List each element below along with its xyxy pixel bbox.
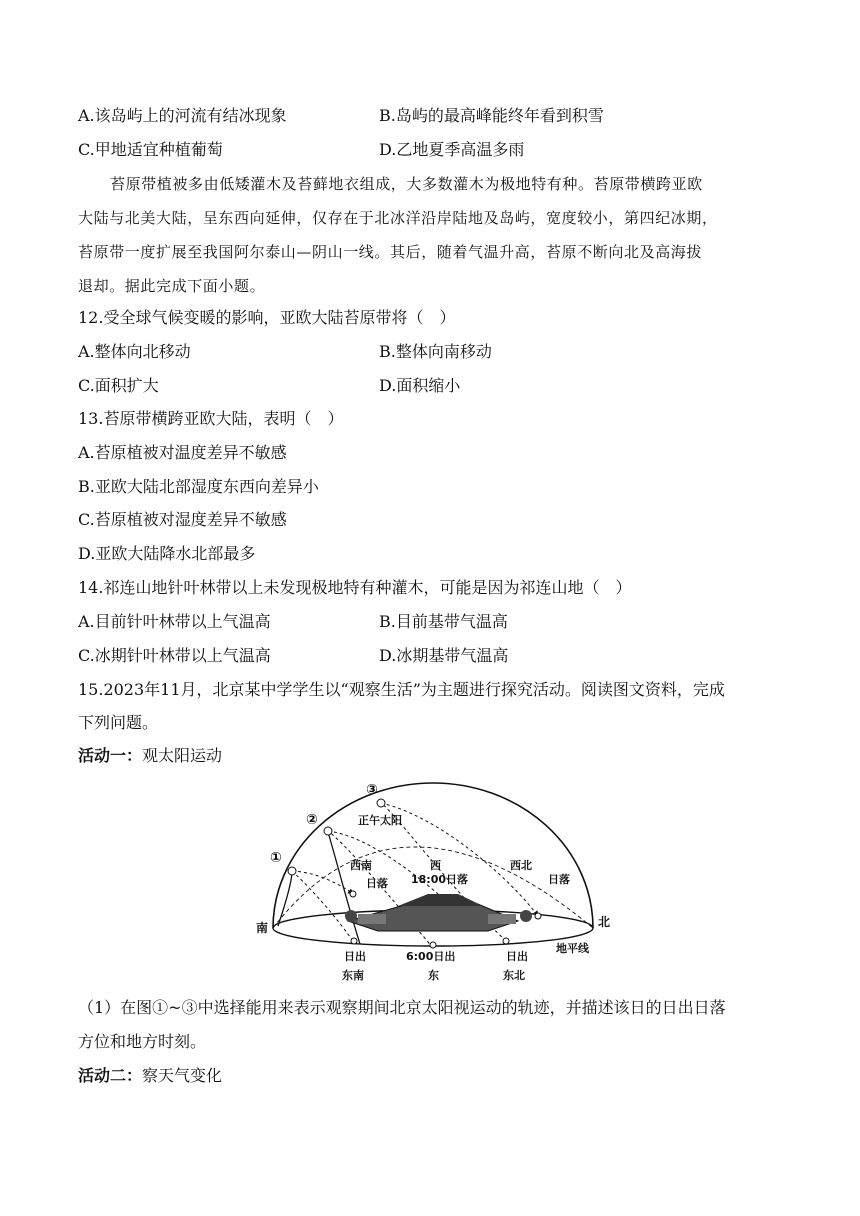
q12-stem: 12.受全球气候变暖的影响，亚欧大陆苔原带将（ ） bbox=[78, 308, 456, 327]
passage-line-1: 苔原带植被多由低矮灌木及苔藓地衣组成，大多数灌木为极地特有种。苔原带横跨亚欧 bbox=[110, 175, 703, 193]
q15-sub1-line-1: （1）在图①~③中选择能用来表示观察期间北京太阳视运动的轨迹，并描述该日的日出日落 bbox=[78, 998, 726, 1017]
horizon-label: 地平线 bbox=[556, 942, 589, 955]
east-label: 东 bbox=[428, 969, 439, 982]
sun-path-diagram bbox=[248, 776, 618, 988]
sun-path-1 bbox=[292, 871, 353, 941]
path-2-label: ② bbox=[306, 812, 318, 828]
q11-option-c: C.甲地适宜种植葡萄 bbox=[78, 140, 223, 159]
q14-option-d: D.冰期基带气温高 bbox=[379, 646, 509, 665]
east-sunrise-label: 6:00日出 bbox=[406, 950, 456, 963]
passage-line-2: 大陆与北美大陆，呈东西向延伸，仅存在于北冰洋沿岸陆地及岛屿，宽度较小，第四纪冰期， bbox=[78, 209, 718, 227]
activity-2-heading bbox=[78, 1066, 222, 1086]
q12-option-a: A.整体向北移动 bbox=[78, 342, 191, 361]
activity-1-heading bbox=[78, 746, 222, 766]
northeast-sunrise-label: 日出 bbox=[506, 950, 528, 963]
activity-2-title: 察天气变化 bbox=[142, 1066, 223, 1085]
north-label: 北 bbox=[598, 915, 611, 929]
q14-option-b: B.目前基带气温高 bbox=[379, 612, 508, 631]
northwest-sunset-label: 日落 bbox=[548, 873, 570, 886]
q14-option-c: C.冰期针叶林带以上气温高 bbox=[78, 646, 271, 665]
activity-1-label: 活动一： bbox=[78, 746, 143, 765]
q14-stem: 14.祁连山地针叶林带以上未发现极地特有种灌木，可能是因为祁连山地（ ） bbox=[78, 578, 632, 597]
southwest-sunset-label: 日落 bbox=[366, 877, 388, 890]
path-1-label: ① bbox=[270, 850, 282, 866]
q13-option-a: A.苔原植被对温度差异不敏感 bbox=[78, 443, 287, 462]
q11-option-d: D.乙地夏季高温多雨 bbox=[379, 140, 525, 159]
q13-stem: 13.苔原带横跨亚欧大陆，表明（ ） bbox=[78, 409, 344, 428]
northwest-label: 西北 bbox=[510, 859, 532, 872]
q15-stem-line-2: 下列问题。 bbox=[78, 713, 159, 732]
path-3-label: ③ bbox=[366, 782, 378, 798]
q14-option-a: A.目前针叶林带以上气温高 bbox=[78, 612, 271, 631]
q12-option-d: D.面积缩小 bbox=[379, 376, 461, 395]
q11-option-b: B.岛屿的最高峰能终年看到积雪 bbox=[379, 106, 604, 125]
rise-arc-2 bbox=[328, 832, 360, 944]
q15-stem-line-1: 15.2023年11月，北京某中学学生以“观察生活”为主题进行探究活动。阅读图文资料，完成 bbox=[78, 680, 725, 699]
q13-option-d: D.亚欧大陆降水北部最多 bbox=[78, 544, 256, 563]
southeast-label: 东南 bbox=[342, 969, 364, 982]
activity-2-label: 活动二： bbox=[78, 1066, 143, 1085]
activity-1-title: 观太阳运动 bbox=[142, 746, 223, 765]
q11-option-a: A.该岛屿上的河流有结冰现象 bbox=[78, 106, 287, 125]
q15-sub1-line-2: 方位和地方时刻。 bbox=[78, 1032, 207, 1051]
q13-option-c: C.苔原植被对湿度差异不敏感 bbox=[78, 510, 287, 529]
south-label: 南 bbox=[256, 921, 269, 935]
west-sunset-label: 18:00日落 bbox=[411, 873, 469, 886]
q13-option-b: B.亚欧大陆北部湿度东西向差异小 bbox=[78, 477, 319, 496]
rise-arc-1 bbox=[278, 871, 292, 926]
noon-sun-label: 正午太阳 bbox=[358, 814, 402, 827]
passage-line-4: 退却。据此完成下面小题。 bbox=[78, 277, 266, 295]
southwest-label: 西南 bbox=[350, 859, 372, 872]
northeast-label: 东北 bbox=[503, 969, 525, 982]
q12-option-c: C.面积扩大 bbox=[78, 376, 159, 395]
west-label: 西 bbox=[430, 859, 441, 872]
passage-line-3: 苔原带一度扩展至我国阿尔泰山—阴山一线。其后，随着气温升高，苔原不断向北及高海拔 bbox=[78, 243, 703, 261]
q12-option-b: B.整体向南移动 bbox=[379, 342, 492, 361]
southeast-sunrise-label: 日出 bbox=[344, 950, 366, 963]
